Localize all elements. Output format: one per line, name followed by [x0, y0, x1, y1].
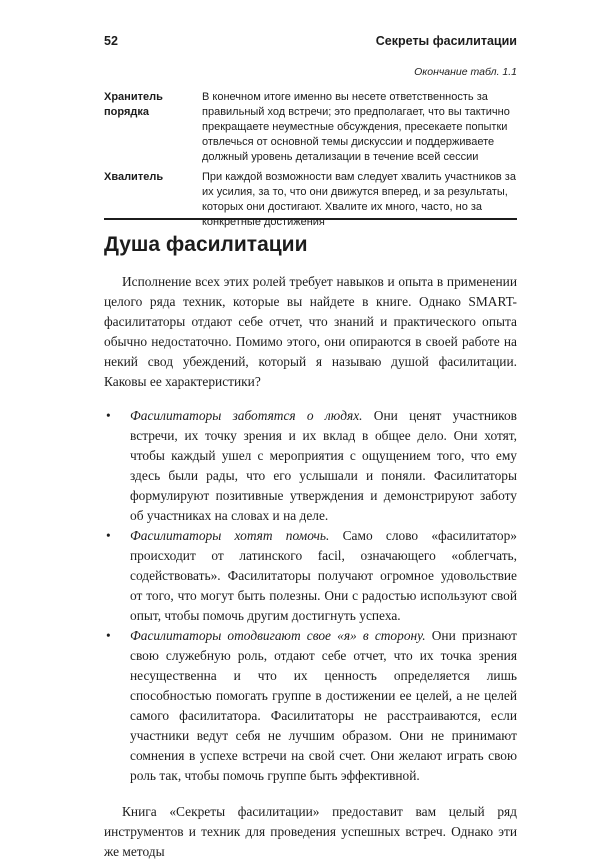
bullet-marker: • [106, 528, 111, 543]
running-title: Секреты фасилитации [375, 34, 517, 48]
role-description: При каждой возможности вам следует хвалить участников за их усилия, за то, что они движутся вперед, и за результаты, которых они достигают. Хвалите их много, часто, но за конкретные достижения [202, 171, 516, 228]
intro-paragraph: Исполнение всех этих ролей требует навыков и опыта в применении целого ряда техник, которые вы найдете в книге. Однако SMART-фасилитаторы отдают себе отчет, что знаний и практического опыта обычно недостаточно. Помимо этого, они опираются в своей работе на некий свод убеждений, который я называю душой фасилитации. Каковы ее характеристики? [104, 274, 517, 389]
closing-paragraph: Книга «Секреты фасилитации» предоставит вам целый ряд инструментов и техник для проведения успешных встреч. Однако эти же методы [104, 804, 517, 859]
roles-table [104, 90, 517, 235]
table-caption: Окончание табл. 1.1 [414, 66, 517, 78]
bullet-marker: • [106, 408, 111, 423]
bullet-list [104, 406, 517, 786]
table-row [104, 90, 517, 165]
bullet-text: Они ценят участников встречи, их точку зрения и их вклад в общее дело. Они хотят, чтобы каждый ушел с мероприятия с ощущением того, что ему здесь были рады, что его услышали и поняли. Фасилитаторы формулируют позитивные утверждения и демонстрируют заботу об участниках на словах и на деле. [130, 408, 517, 523]
list-item [106, 626, 517, 786]
bullet-marker: • [106, 628, 111, 643]
role-description: В конечном итоге именно вы несете ответственность за правильный ход встречи; это предполагает, что вы тактично прекращаете неуместные обсуждения, пресекаете попытки отвлечься от основной темы дискуссии и поддерживаете должный уровень детализации в течение всей сессии [202, 91, 510, 163]
table-bottom-rule [104, 218, 517, 220]
list-item [106, 406, 517, 526]
table-row [104, 170, 517, 230]
role-name: Хранитель порядка [104, 91, 163, 118]
bullet-lead: Фасилитаторы отодвигают свое «я» в сторону. [130, 628, 426, 643]
section-heading: Душа фасилитации [104, 233, 308, 256]
bullet-text: Само слово «фасилитатор» происходит от латинского facil, означающего «облегчать, содействовать». Фасилитаторы получают огромное удовольствие от того, что могут быть полезны. Они с радостью используют свой опыт, чтобы помочь другим достигнуть успеха. [130, 528, 517, 623]
bullet-lead: Фасилитаторы хотят помочь. [130, 528, 330, 543]
list-item [106, 526, 517, 626]
role-name: Хвалитель [104, 171, 164, 183]
body-text [104, 272, 517, 862]
page-number: 52 [104, 34, 118, 48]
bullet-text: Они признают свою служебную роль, отдают себе отчет, что их точка зрения несущественна и что их ценность определяется лишь способностью помогать группе в достижении ее целей, а не целей самого фасилитатора. Фасилитаторы не расстраиваются, если участники ведут себя не лучшим образом. Они не принимают сомнения в успехе встречи на свой счет. Они желают играть свою роль так, чтобы помочь группе быть эффективной. [130, 628, 517, 783]
page-header [104, 34, 517, 54]
bullet-lead: Фасилитаторы заботятся о людях. [130, 408, 363, 423]
